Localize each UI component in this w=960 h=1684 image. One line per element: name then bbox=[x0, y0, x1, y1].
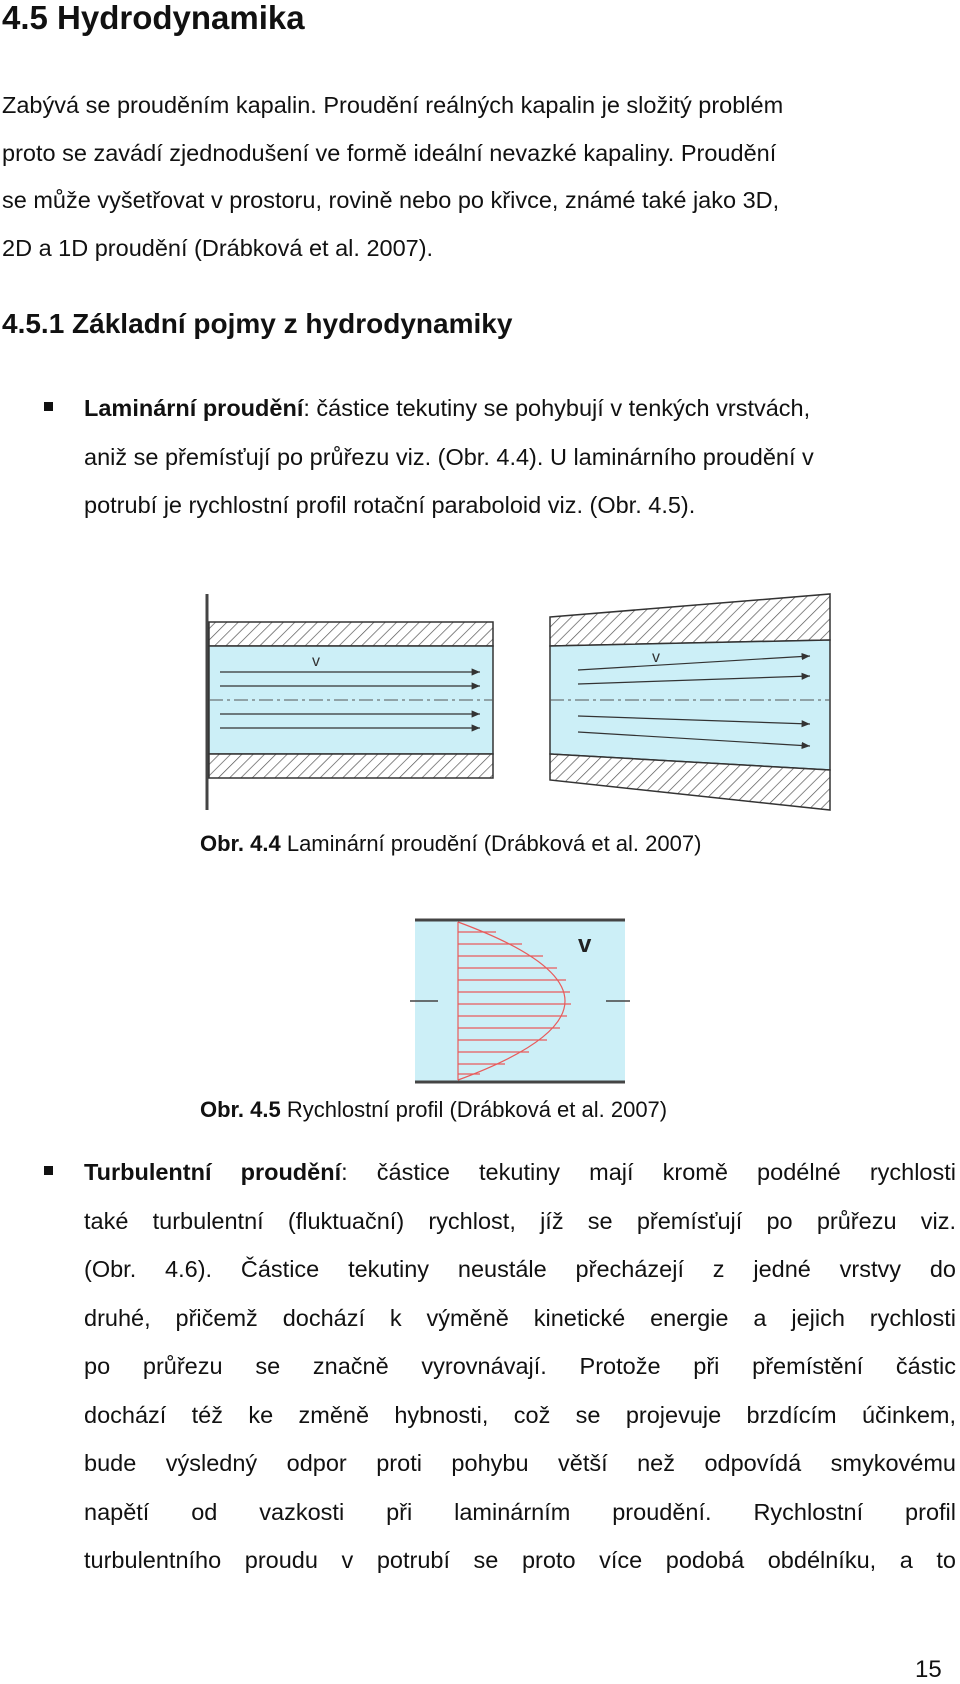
figure-caption-4-5 bbox=[200, 1096, 667, 1124]
bullet-line: (Obr. 4.6). Částice tekutiny neustále přecházejí z jedné vrstvy do bbox=[84, 1256, 956, 1282]
intro-line: 2D a 1D proudění (Drábková et al. 2007). bbox=[2, 234, 434, 261]
bullet-line: dochází též ke změně hybnosti, což se projevuje brzdícím účinkem, bbox=[84, 1401, 956, 1428]
subsection-heading: 4.5.1 Základní pojmy z hydrodynamiky bbox=[2, 308, 513, 339]
straight-pipe bbox=[207, 594, 493, 810]
bullet-laminar bbox=[84, 384, 956, 530]
bullet-turbulent bbox=[84, 1148, 956, 1585]
term-turbulent: Turbulentní proudění bbox=[84, 1159, 342, 1185]
intro-line: Zabývá se prouděním kapalin. Proudění reálných kapalin je složitý problém bbox=[2, 92, 784, 118]
figure-caption-text: Rychlostní profil (Drábková et al. 2007) bbox=[280, 1097, 668, 1122]
bullet-line: potrubí je rychlostní profil rotační paraboloid viz. (Obr. 4.5). bbox=[84, 492, 696, 518]
bullet-line: napětí od vazkosti při laminárním proudění. Rychlostní profil bbox=[84, 1498, 956, 1525]
bullet-line: bude výsledný odpor proti pohybu větší než odpovídá smykovému bbox=[84, 1450, 956, 1476]
velocity-symbol: v bbox=[578, 931, 592, 958]
bullet-line: druhé, přičemž dochází k výměně kinetické energie a jejich rychlosti bbox=[84, 1304, 956, 1331]
velocity-symbol: v bbox=[652, 649, 660, 666]
bullet-marker bbox=[44, 402, 53, 411]
section-heading: 4.5 Hydrodynamika bbox=[2, 0, 305, 36]
intro-line: proto se zavádí zjednodušení ve formě ideální nevazké kapaliny. Proudění bbox=[2, 139, 777, 166]
figure-label: Obr. 4.5 bbox=[200, 1097, 281, 1122]
bullet-line: po průřezu se značně vyrovnávají. Protože při přemístění částic bbox=[84, 1353, 956, 1379]
figure-laminar-flow bbox=[200, 592, 836, 814]
diverging-pipe bbox=[550, 594, 830, 810]
bullet-line: : částice tekutiny mají kromě podélné rychlosti bbox=[341, 1159, 957, 1185]
figure-velocity-profile bbox=[410, 914, 630, 1088]
figure-caption-text: Laminární proudění (Drábková et al. 2007) bbox=[280, 831, 702, 856]
bullet-marker bbox=[44, 1166, 53, 1175]
bullet-line: také turbulentní (fluktuační) rychlost, jíž se přemísťují po průřezu viz. bbox=[84, 1207, 956, 1234]
intro-paragraph bbox=[2, 82, 950, 272]
intro-line: se může vyšetřovat v prostoru, rovině nebo po křivce, známé také jako 3D, bbox=[2, 187, 780, 213]
bullet-line: turbulentního proudu v potrubí se proto více podobá obdélníku, a to bbox=[84, 1547, 956, 1573]
velocity-symbol: v bbox=[312, 653, 320, 670]
term-laminar: Laminární proudění bbox=[84, 395, 304, 421]
bullet-line: aniž se přemísťují po průřezu viz. (Obr. 4.4). U laminárního proudění v bbox=[84, 443, 814, 470]
page-number: 15 bbox=[915, 1656, 942, 1683]
figure-label: Obr. 4.4 bbox=[200, 831, 281, 856]
bullet-line: : částice tekutiny se pohybují v tenkých vrstvách, bbox=[303, 395, 811, 421]
figure-caption-4-4 bbox=[200, 830, 701, 858]
